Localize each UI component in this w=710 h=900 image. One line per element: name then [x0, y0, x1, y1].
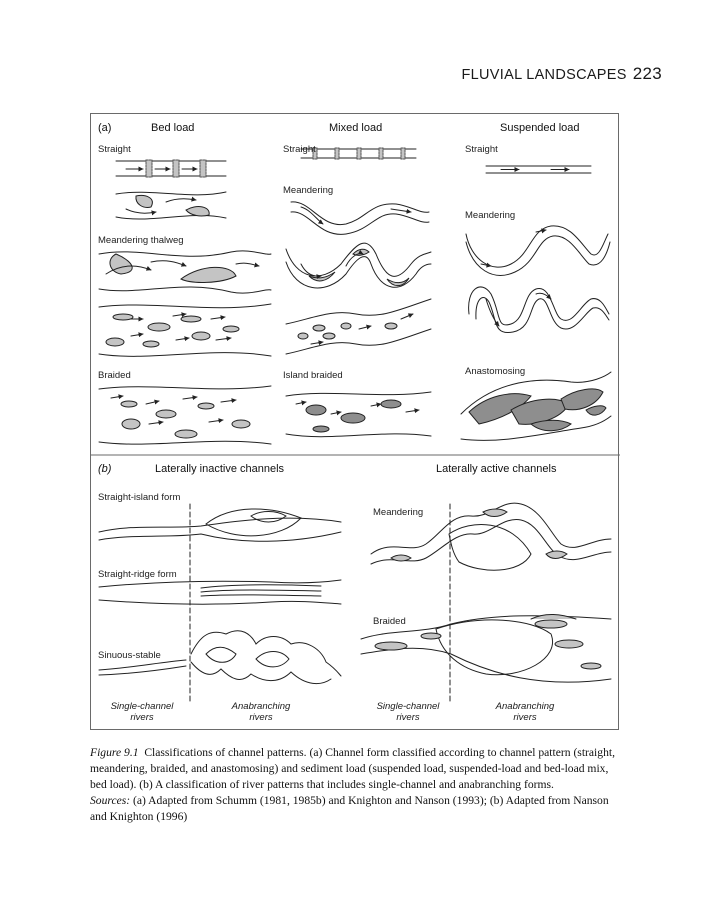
- header-laterally-inactive: Laterally inactive channels: [155, 463, 285, 475]
- header-mixed-load: Mixed load: [329, 122, 383, 134]
- page-number: 223: [632, 64, 662, 83]
- mixed-meandering-sketch: [286, 202, 431, 354]
- label-bed-braided: Braided: [98, 370, 131, 381]
- footer-line: rivers: [249, 712, 273, 723]
- caption-text: Classifications of channel patterns. (a) Channel form classified according to channel pattern (straight, meandering, braided, and anastomosing) and sediment load (suspended load, suspended-load and bed-load mix, bed load). (b) A classification of river patterns that includes single-channel and anabranching forms.: [90, 746, 615, 791]
- footer-line: rivers: [130, 712, 154, 723]
- header-suspended-load: Suspended load: [500, 122, 580, 134]
- susp-anastomosing-sketch: [461, 372, 611, 440]
- caption-sources: [90, 793, 620, 825]
- footer-line: Single-channel: [110, 701, 174, 712]
- sources-label: Sources:: [90, 794, 131, 807]
- footer-line: Anabranching: [495, 701, 555, 712]
- label-susp-straight: Straight: [465, 144, 498, 155]
- footer-left-anabranching: [232, 701, 291, 723]
- label-straight-island-form: Straight-island form: [98, 492, 181, 503]
- footer-line: rivers: [396, 712, 420, 723]
- sources-text: (a) Adapted from Schumm (1981, 1985b) and Knighton and Nanson (1993); (b) Adapted from Nanson and Knighton (1996): [90, 794, 609, 823]
- bed-braided-sketch: [99, 386, 271, 444]
- label-active-braided: Braided: [373, 616, 406, 627]
- label-mixed-island-braided: Island braided: [283, 370, 343, 381]
- footer-right-single-channel: [377, 701, 440, 723]
- section-title: FLUVIAL LANDSCAPES: [461, 67, 627, 83]
- bed-meandering-thalweg-sketch: [99, 251, 271, 356]
- label-susp-anastomosing: Anastomosing: [465, 366, 526, 377]
- footer-line: rivers: [513, 712, 537, 723]
- footer-left-single-channel: [111, 701, 174, 723]
- figure-label: Figure 9.1: [90, 746, 139, 759]
- figure-9-1: [90, 113, 619, 730]
- mixed-island-braided-sketch: [286, 392, 431, 437]
- susp-straight-sketch: [486, 166, 591, 173]
- bed-straight-sketch: [116, 160, 226, 219]
- caption-main: [90, 745, 620, 793]
- figure-caption: [90, 745, 620, 825]
- susp-meandering-sketch: [466, 226, 610, 333]
- panel-b-label: (b): [98, 463, 112, 475]
- panel-a-label: (a): [98, 122, 112, 134]
- label-straight-ridge-form: Straight-ridge form: [98, 569, 177, 580]
- label-mixed-meandering: Meandering: [283, 185, 334, 196]
- label-bed-straight: Straight: [98, 144, 131, 155]
- header-laterally-active: Laterally active channels: [436, 463, 557, 475]
- label-bed-meandering-thalweg: Meandering thalweg: [98, 235, 184, 246]
- label-sinuous-stable: Sinuous-stable: [98, 650, 161, 661]
- straight-island-sketch: [99, 509, 341, 541]
- footer-line: Anabranching: [231, 701, 291, 712]
- header-bed-load: Bed load: [151, 122, 195, 134]
- label-mixed-straight: Straight: [283, 144, 316, 155]
- running-head: [462, 64, 663, 84]
- figure-drawing: [91, 114, 620, 731]
- label-active-meandering: Meandering: [373, 507, 424, 518]
- mixed-straight-sketch: [301, 148, 416, 159]
- label-susp-meandering: Meandering: [465, 210, 516, 221]
- footer-line: Single-channel: [376, 701, 440, 712]
- footer-right-anabranching: [496, 701, 555, 723]
- straight-ridge-sketch: [99, 580, 341, 604]
